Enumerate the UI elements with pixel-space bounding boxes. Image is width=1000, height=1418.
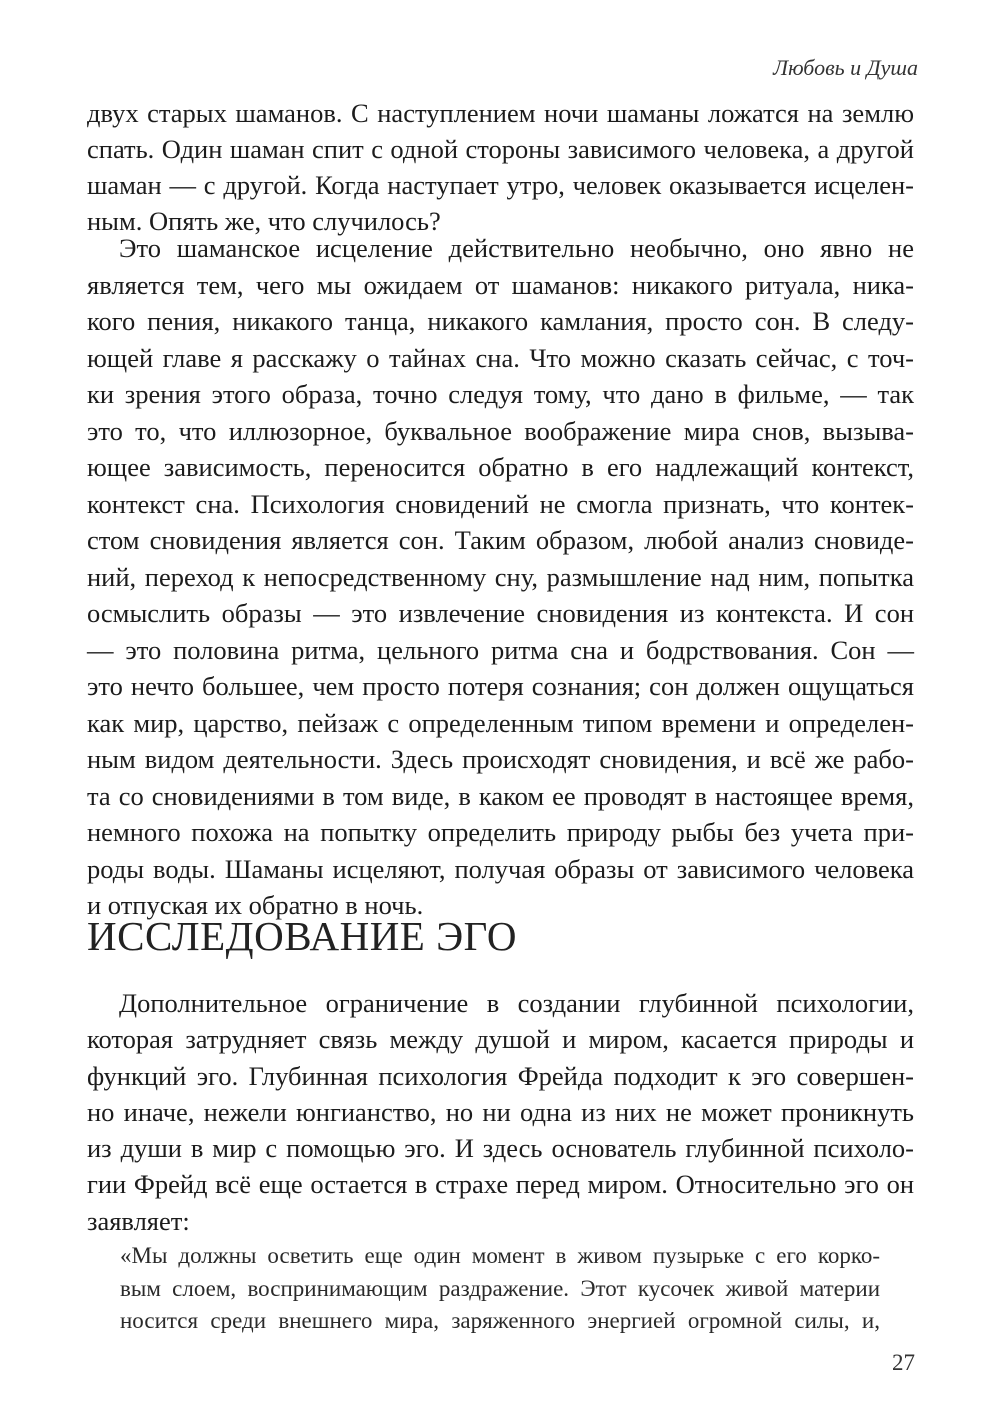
text-line: контекст сна. Психология сновидений не смогла признать, что контек- bbox=[87, 488, 914, 519]
text-line: немного похожа на попытку определить природу рыбы без учета при- bbox=[87, 817, 914, 847]
text-line: является тем, чего мы ожидаем от шаманов: никакого ритуала, ника- bbox=[87, 269, 914, 300]
text-line: Это шаманское исцеление действительно необычно, оно явно не bbox=[119, 233, 914, 263]
text-line: из души в мир с помощью эго. И здесь основатель глубинной психоло- bbox=[87, 1133, 914, 1164]
page-number: 27 bbox=[892, 1350, 915, 1375]
paragraph-3 bbox=[87, 985, 914, 1239]
text-line: но иначе, нежели юнгианство, но ни одна из них не может проникнуть bbox=[87, 1096, 914, 1127]
text-line: — это половина ритма, цельного ритма сна и бодрствования. Сон — bbox=[87, 634, 914, 665]
text-line: ным видом деятельности. Здесь происходят сновидения, и всё же рабо- bbox=[87, 744, 914, 774]
block-quote bbox=[120, 1240, 880, 1338]
text-line: спать. Один шаман спит с одной стороны зависимого человека, а другой bbox=[87, 134, 914, 164]
paragraph-2 bbox=[87, 230, 914, 924]
text-line: кого пения, никакого танца, никакого камлания, просто сон. В следу- bbox=[87, 306, 914, 336]
text-line: роды воды. Шаманы исцеляют, получая образы от зависимого человека bbox=[87, 853, 914, 884]
paragraph-1 bbox=[87, 95, 914, 239]
text-line: ным. Опять же, что случилось? bbox=[87, 206, 441, 236]
text-line: это то, что иллюзорное, буквальное воображение мира снов, вызыва- bbox=[87, 415, 914, 446]
text-line: как мир, царство, пейзаж с определенным типом времени и определен- bbox=[87, 707, 914, 738]
text-line: ний, переход к непосредственному сну, размышление над ним, попытка bbox=[87, 561, 914, 592]
text-line: которая затрудняет связь между душой и миром, касается природы и bbox=[87, 1024, 914, 1055]
text-line: двух старых шаманов. С наступлением ночи шаманы ложатся на землю bbox=[87, 98, 914, 128]
text-line: и отпуская их обратно в ночь. bbox=[87, 890, 424, 920]
text-line: заявляет: bbox=[87, 1205, 190, 1236]
text-line: гии Фрейд всё еще остается в страхе перед миром. Относительно эго он bbox=[87, 1169, 914, 1200]
running-head: Любовь и Душа bbox=[773, 55, 918, 80]
text-line: это нечто большее, чем просто потеря сознания; сон должен ощущаться bbox=[87, 671, 914, 701]
text-line: шаман — с другой. Когда наступает утро, человек оказывается исцелен- bbox=[87, 170, 914, 200]
quote-line: носится среди внешнего мира, заряженного энергией огромной силы, и, bbox=[120, 1308, 880, 1333]
text-line: стом сновидения является сон. Таким образом, любой анализ сновиде- bbox=[87, 525, 914, 555]
section-heading: ИССЛЕДОВАНИЕ ЭГО bbox=[87, 913, 517, 959]
quote-line: вым слоем, воспринимающим раздражение. Этот кусочек живой материи bbox=[120, 1275, 880, 1301]
text-line: ющее зависимость, переносится обратно в его надлежащий контекст, bbox=[87, 452, 914, 482]
text-line: осмыслить образы — это извлечение сновидения из контекста. И сон bbox=[87, 598, 914, 628]
text-line: Дополнительное ограничение в создании глубинной психологии, bbox=[119, 988, 914, 1018]
text-line: функций эго. Глубинная психология Фрейда подходит к эго совершен- bbox=[87, 1060, 914, 1091]
text-line: та со сновидениями в том виде, в каком ее проводят в настоящее время, bbox=[87, 780, 914, 811]
text-line: ки зрения этого образа, точно следуя тому, что дано в фильме, — так bbox=[87, 379, 914, 409]
quote-line: «Мы должны осветить еще один момент в живом пузырьке с его корко- bbox=[120, 1243, 880, 1268]
text-line: ющей главе я расскажу о тайнах сна. Что можно сказать сейчас, с точ- bbox=[87, 342, 914, 373]
